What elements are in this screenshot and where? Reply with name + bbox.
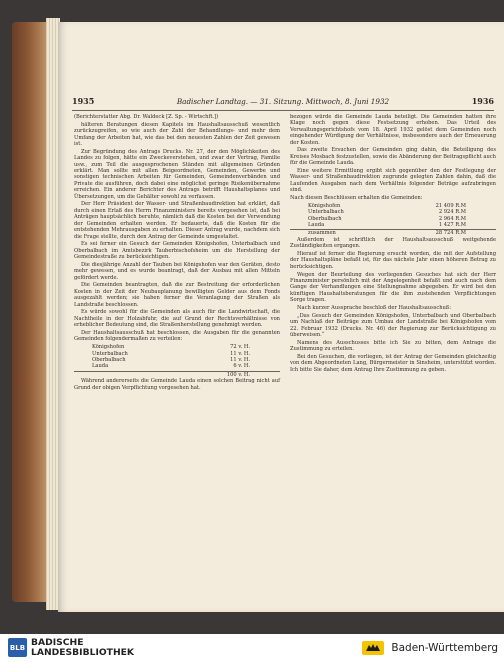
amounts-table bbox=[290, 203, 496, 237]
bw-label: Baden-Württemberg bbox=[391, 642, 498, 654]
table-row: Oberbalbach 11 v. H. bbox=[92, 357, 250, 363]
paragraph: Zur Begründung des Antrags Drucks. Nr. 27, der den Möglichkeiten des Landes zu folgen, hätte ein Zweckeverstehen, und zwar der Vertrag, Familie usw., zum Teil die ausgesprochenen Ständen mit allgemeinen Gründen erklärt. Man sollte mit allen Beigeordneten, Gemeinden, Gewerbe und sonstigen technischen Arbeiten für Gemeinden, Gemeindenverbänden und Private die ausführen, doch dabei eine möglichst geringe Risikenübernahme erreichen. Ein anderer Berichter des Antrags betrifft Haushaltsplanes und Übersetzungen, um die Gehälter sowohl zu verfassen. bbox=[74, 148, 280, 200]
paragraph: Bei den Gesuchen, die vorliegen, ist der Antrag der Gemeinden gleichzeitig von dem Abgeordneten Lang, Bürgermeister in Sinsheim, unterstützt worden. Ich bitte Sie daher, dem Antrag Ihre Zustimmung zu geben. bbox=[290, 353, 496, 373]
paragraph: Nach kurzer Aussprache beschloß der Haushaltsausschuß: bbox=[297, 305, 452, 311]
table-total-row: 100 v. H. bbox=[74, 371, 280, 378]
book-scan bbox=[12, 8, 504, 620]
blb-library-name[interactable] bbox=[31, 638, 134, 658]
bw-lions-icon bbox=[361, 639, 385, 657]
paragraph: (Berichterstatter Abg. Dr. Waldeck [Z. Sp. - Wirtschft.]) bbox=[74, 114, 219, 120]
paragraph: Nach diesen Beschlüssen erhalten die Gemeinden: bbox=[290, 195, 423, 201]
page bbox=[58, 22, 504, 612]
blb-logo-icon[interactable]: BLB bbox=[8, 638, 27, 657]
paragraph: Wegen der Beurteilung des vorliegenden Gesuches hat sich der Herr Finanzminister persönlich mit der Angelegenheit befaßt und auch nach dem Gange der Verhandlungen eine Stellungnahme abgegeben. Er wird bei den künftigen Haushaltsberatungen für die ihm zustehenden Verpflichtungen Sorge tragen. bbox=[290, 271, 496, 304]
book-spine bbox=[12, 22, 50, 602]
left-page-number: 1935 bbox=[72, 96, 95, 106]
paragraph: Eine weitere Ermittlung ergibt sich gegenüber den der Festlegung der Wasser- und Straßenbaudirektion zugrunde gelegten Zahlen dahin, daß die Laufenden Ausgaben nach dem Verhältnis folgender Beträge aufzubringen sind. bbox=[290, 168, 496, 194]
paragraph: Das zweite Ersuchen der Gemeinden ging dahin, die Beteiligung des Kreises Mosbach festzustellen, sowie die Abänderung der Beitragspflicht auch für die Gemeinde Lauda. bbox=[290, 147, 496, 167]
running-header bbox=[72, 96, 494, 108]
paragraph: Hierauf ist ferner die Regierung ersucht worden, die mit der Aufstellung der Haushaltspläne befaßt ist, für das nächste Jahr einen höheren Betrag zu berücksichtigen. bbox=[290, 251, 496, 270]
paragraph: Außerdem ist schriftlich der Haushaltsausschuß weitgehende Zuständigkeiten ergangen. bbox=[290, 236, 496, 250]
header-rule bbox=[72, 110, 494, 111]
paragraph: Der Haushaltsausschuß hat beschlossen, die Ausgaben für die genannten Gemeinden folgendermaßen zu verteilen: bbox=[74, 330, 280, 343]
blb-line-1: BADISCHE bbox=[31, 637, 84, 648]
paragraph: hälteren Beratungen diesen Kapitels im Haushaltsausschuß wesentlich zurückzugreifen, so wie auch der Zahl der Behandlungs- und mehr dem Umfang der Arbeiten hat, wie das bei den neuesten Zahlen der Zeit gewesen ist. bbox=[74, 121, 280, 147]
paragraph: Die Gemeinden beantragten, daß die zur Bestreitung der erforderlichen Kosten in der Zeit der Neubauplanung bewilligten Gelder aus dem Fonds ausgezahlt werden; sie haben ferner die Veranlagung der Straßen als Landstraße beschlossen. bbox=[74, 282, 280, 308]
right-page-number: 1936 bbox=[471, 96, 494, 106]
bw-logo[interactable] bbox=[361, 639, 498, 657]
table-row: Unterbalbach 2 924 R.M bbox=[308, 209, 466, 216]
right-column bbox=[290, 114, 496, 374]
paragraph: Es würde sowohl für die Gemeinden als auch für die Landwirtschaft, die Nachtheile in der Holzabfuhr, die auf Grund der Rechtsverhältnisse von erheblicher Bedeutung sind, die Straßenherstellung genehmigt werden. bbox=[74, 309, 280, 329]
table-row: Oberbalbach 2 964 R.M bbox=[308, 215, 466, 222]
paragraph: Die diesjährige Anzahl der Tauben bei Königshofen war den Geräten, desto mehr gewesen, und es wurde beantragt, daß der Ausbau mit allen Mitteln gefördert werde. bbox=[74, 261, 280, 281]
table-row: Lauda 6 v. H. bbox=[92, 363, 250, 370]
table-total-row: zusammen 28 724 R.M bbox=[290, 229, 496, 236]
paragraph: Während andererseits die Gemeinde Lauda einen solchen Beitrag nicht auf Grund der obigen Verpflichtung vorgesehen hat. bbox=[74, 378, 280, 391]
left-column bbox=[74, 114, 280, 392]
paragraph: Es sei ferner ein Gesuch der Gemeinden Königshofen, Unterbalbach und Oberbalbach im Amtsbezirk Tauberbischofsheim um die Herstellung der Gemeindestraße zu berücksichtigen. bbox=[74, 241, 280, 261]
paragraph: „Das Gesuch der Gemeinden Königshofen, Unterbalbach und Oberbalbach um Nachlaß der Beiträge zum Umbau der Landstraße bei Königshofen vom 22. Februar 1932 (Drucks. Nr. 46) der Regierung zur Berücksichtigung zu überweisen.“ bbox=[290, 312, 496, 338]
paragraph: bezogen würde die Gemeinde Lauda beteiligt. Die Gemeinden hatten ihre Klage noch gegen diese Festsetzung erhoben. Das Urteil des Verwaltungsgerichtshofs vom 18. April 1932 gelöst dem Gemeinden noch eingehender Würdigung der Verhältnisse, insbesondere auch der Erneuerung der Kosten. bbox=[290, 114, 496, 146]
distribution-table bbox=[74, 344, 280, 378]
table-row: Königshofen 72 v. H. bbox=[92, 344, 250, 351]
table-row: Lauda 1 427 R.M bbox=[308, 222, 466, 228]
table-row: Unterbalbach 11 v. H. bbox=[92, 350, 250, 357]
table-row: Königshofen 21 409 R.M bbox=[308, 202, 466, 209]
paragraph: Namens des Ausschusses bitte ich Sie zu bitten, dem Antrage die Zustimmung zu erteilen. bbox=[290, 339, 496, 353]
paragraph: Der Herr Präsident der Wasser- und Straßenbaudirektion hat erklärt, daß durch einen Erlaß des Herrn Finanzministers bereits vorgesehen ist, daß bei Anträgen hauptsächlich beruhte, nämlich daß die Kosten bei der Verwendung der Gemeinden erhalten werden. Er bedauerte, daß die Kosten für die entstehenden Mehrausgaben zu erhalten. Dieser Antrag wurde, nachdem sich die Frage stellte, durch den Antrag der Gemeinde umgestaltet. bbox=[74, 201, 280, 240]
footer-bar bbox=[0, 634, 504, 662]
blb-line-2: LANDESBIBLIOTHEK bbox=[31, 647, 135, 658]
running-title: Badischer Landtag. — 31. Sitzung. Mittwoch, 8. Juni 1932 bbox=[176, 97, 390, 106]
